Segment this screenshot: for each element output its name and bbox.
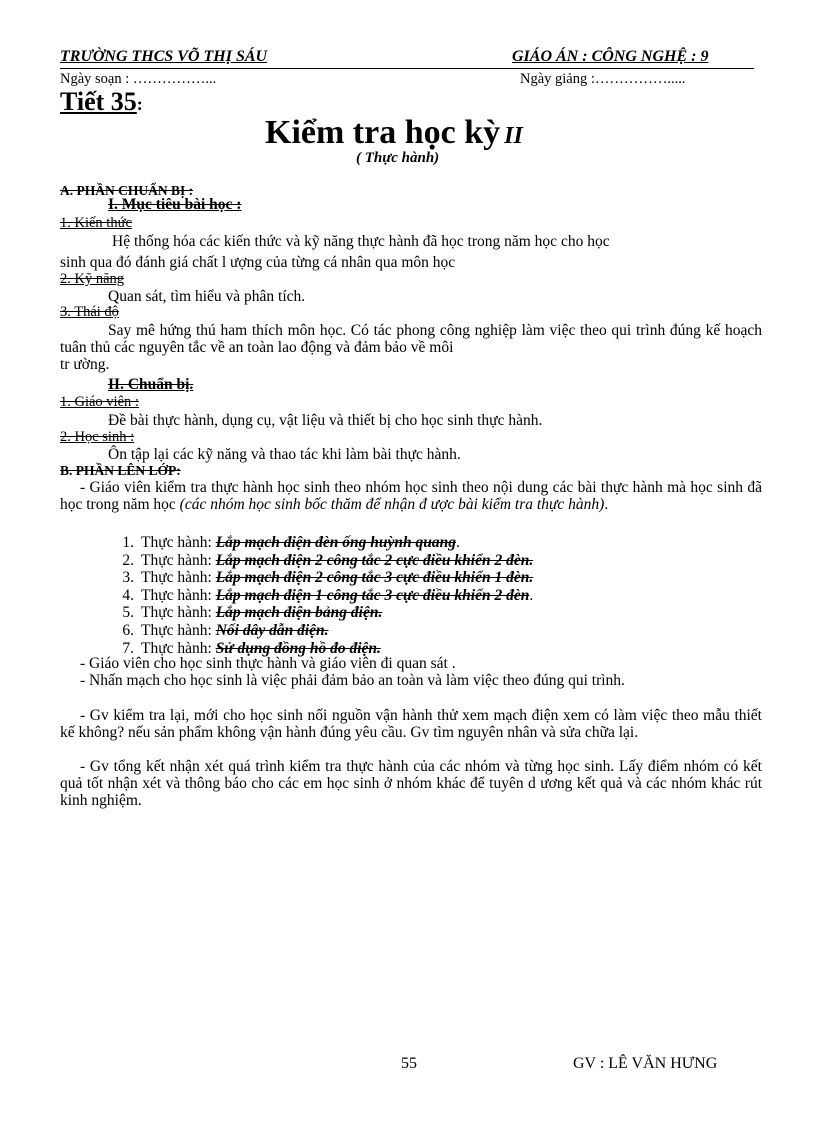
lesson-title-suffix: II [504, 123, 523, 149]
intro-text: - Giáo viên kiểm tra thực hành học sinh theo nhóm học sinh theo nội dung các bài thực hành mà học sinh đã học trong năm học [60, 479, 762, 513]
section2-title: II. Chuẩn bị. [108, 376, 194, 393]
lesson-title: Kiểm tra học kỳ [265, 114, 501, 151]
part-b-heading: B. PHẦN LÊN LỚP: [60, 463, 181, 478]
student-text: Ôn tập lại các kỹ năng và thao tác khi làm bài thực hành. [108, 446, 461, 463]
knowledge-line1: Hệ thống hóa các kiến thức và kỹ năng thực hành đã học trong năm học cho học [112, 233, 610, 250]
list-item: 2. Thực hành: Lắp mạch điện 2 công tắc 2 cực điều khiển 2 đèn. [122, 551, 534, 569]
paragraph-check: - Gv kiểm tra lại, mới cho học sinh nối nguồn vận hành thử xem mạch điện xem có làm việc theo mẫu thiết kế không? nếu sản phẩm không vận hành đúng yêu cầu. Gv tìm nguyên nhân và sửa chữa lại. [60, 707, 762, 741]
list-item: 4. Thực hành: Lắp mạch điện 1 công tắc 3 cực điều khiển 2 đèn. [122, 586, 534, 604]
practice-list [112, 534, 533, 657]
intro-italic: (các nhóm học sinh bốc thăm để nhận đ ược bài kiểm tra thực hành) [179, 496, 605, 513]
knowledge-line2: sinh qua đó đánh giá chất l ượng của từng cá nhân qua môn học [60, 254, 456, 271]
teach-date: Ngày giảng :……………..... [520, 71, 686, 87]
attitude-end: tr ường. [60, 356, 110, 373]
teacher-name: GV : LÊ VĂN HƯNG [573, 1055, 718, 1072]
part-a-heading: A. PHẦN CHUẨN BỊ : [60, 183, 194, 198]
list-item: 3. Thực hành: Lắp mạch điện 2 công tắc 3 cực điều khiển 1 đèn. [122, 569, 534, 587]
page-number: 55 [401, 1055, 417, 1072]
lesson-number-line [60, 87, 143, 117]
lesson-number-suffix: : [136, 94, 143, 114]
skills-text: Quan sát, tìm hiểu và phân tích. [108, 288, 306, 305]
prep-date: Ngày soạn : ……………... [60, 71, 217, 87]
subject-title: GIÁO ÁN : CÔNG NGHỆ : 9 [512, 48, 709, 65]
attitude-label: 3. Thái độ [60, 304, 119, 320]
school-name: TRƯỜNG THCS VÕ THỊ SÁU [60, 48, 268, 65]
header-rule [60, 68, 754, 69]
list-item: 1. Thực hành: Lắp mạch điện đèn ống huỳnh quang. [122, 534, 460, 551]
intro-end: . [604, 496, 609, 513]
attitude-text: Say mê hứng thú ham thích môn học. Có tác phong công nghiệp làm việc theo qui trình đúng kế hoạch tuân thủ các nguyên tắc về an toàn lao động và đảm bảo về môi [60, 322, 762, 356]
list-item: 6. Thực hành: Nối dây dẫn điện. [122, 621, 329, 639]
teacher-text: Đề bài thực hành, dụng cụ, vật liệu và thiết bị cho học sinh thực hành. [108, 412, 543, 429]
page-title [265, 114, 523, 152]
paragraph-observe: - Giáo viên cho học sinh thực hành và giáo viên đi quan sát . [80, 655, 456, 672]
skills-label: 2. Kỹ năng [60, 271, 125, 287]
lesson-number: Tiết 35 [60, 87, 137, 116]
intro-paragraph [60, 479, 762, 513]
list-item: 5. Thực hành: Lắp mạch điện bảng điện. [122, 604, 383, 622]
student-label: 2. Học sinh : [60, 429, 135, 445]
knowledge-label: 1. Kiến thức [60, 215, 132, 231]
paragraph-summary: - Gv tổng kết nhận xét quá trình kiểm tra thực hành của các nhóm và từng học sinh. Lấy điểm nhóm có kết quả tốt nhận xét và thông báo cho các em học sinh ở nhóm khác để tuyên d ương kết quả và các nhóm khác rút kinh nghiệm. [60, 758, 762, 809]
section1-title: I. Mục tiêu bài học : [108, 196, 242, 213]
lesson-subtitle: ( Thực hành) [356, 150, 440, 166]
teacher-label: 1. Giáo viên : [60, 394, 139, 410]
list-item: 7. Thực hành: Sử dụng đồng hồ đo điện. [122, 639, 381, 657]
paragraph-safety: - Nhấn mạch cho học sinh là việc phải đảm bảo an toàn và làm việc theo đúng qui trình. [80, 672, 625, 689]
